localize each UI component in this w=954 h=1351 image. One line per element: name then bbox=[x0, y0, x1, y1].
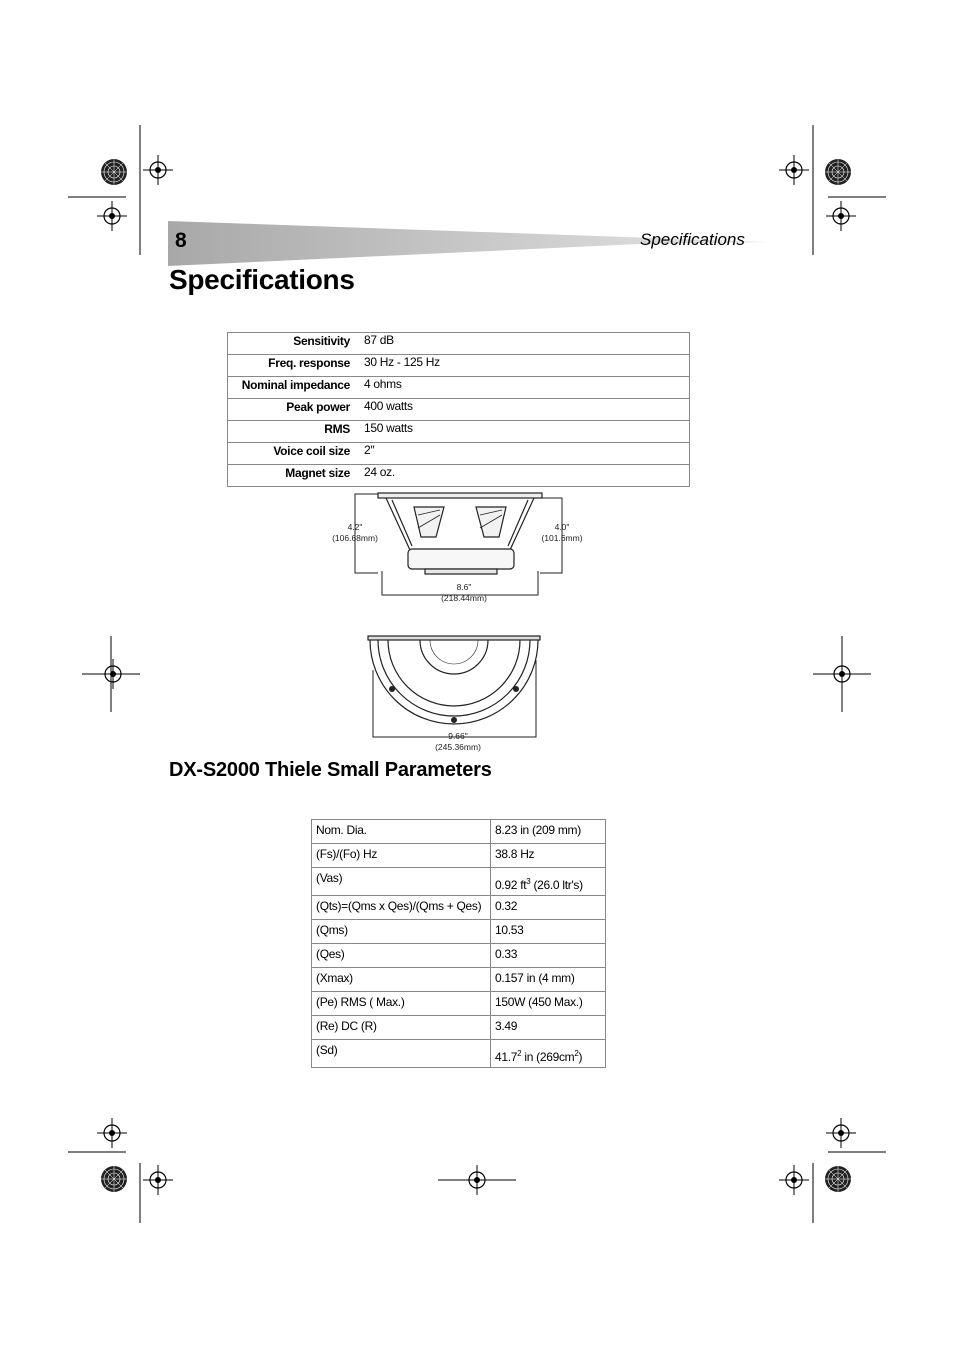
registration-mark-icon bbox=[779, 1165, 809, 1195]
starburst-mark-icon bbox=[101, 1166, 127, 1192]
table-row bbox=[312, 896, 606, 920]
registration-mark-icon bbox=[779, 155, 809, 185]
value-text: (26.0 ltr's) bbox=[530, 878, 583, 892]
param-value: 150W (450 Max.) bbox=[491, 992, 606, 1016]
registration-mark-icon bbox=[97, 1118, 127, 1148]
left-height-in: 4.2" bbox=[347, 522, 363, 532]
param-name: (Fs)/(Fo) Hz bbox=[312, 844, 491, 868]
registration-mark-icon bbox=[826, 1118, 856, 1148]
param-name: (Qts)=(Qms x Qes)/(Qms + Qes) bbox=[312, 896, 491, 920]
outer-width-mm: (245.36mm) bbox=[435, 742, 481, 752]
value-superscript: 3 bbox=[526, 877, 531, 886]
starburst-mark-icon bbox=[825, 159, 851, 185]
spec-label: Voice coil size bbox=[228, 443, 363, 465]
param-name: Nom. Dia. bbox=[312, 820, 491, 844]
spec-value: 4 ohms bbox=[362, 377, 690, 399]
outer-width-label bbox=[424, 731, 492, 753]
param-name: (Re) DC (R) bbox=[312, 1016, 491, 1040]
table-row bbox=[312, 844, 606, 868]
bottom-width-label bbox=[432, 582, 496, 604]
right-height-label bbox=[536, 522, 588, 544]
param-value: 0.157 in (4 mm) bbox=[491, 968, 606, 992]
registration-mark-icon bbox=[143, 1165, 173, 1195]
value-text: 41.7 bbox=[495, 1050, 518, 1064]
param-value: 10.53 bbox=[491, 920, 606, 944]
left-height-label bbox=[326, 522, 384, 544]
table-row bbox=[312, 868, 606, 896]
page-number: 8 bbox=[175, 229, 187, 252]
spec-row bbox=[228, 421, 690, 443]
value-text: ) bbox=[578, 1050, 583, 1064]
spec-row bbox=[228, 443, 690, 465]
value-superscript: 2 bbox=[517, 1049, 522, 1058]
spec-row bbox=[228, 377, 690, 399]
param-value: 3.49 bbox=[491, 1016, 606, 1040]
right-height-in: 4.0" bbox=[554, 522, 570, 532]
running-title: Specifications bbox=[640, 230, 745, 249]
table-row bbox=[312, 820, 606, 844]
param-value bbox=[491, 1040, 606, 1068]
thiele-small-table bbox=[311, 819, 606, 1068]
starburst-mark-icon bbox=[825, 1166, 851, 1192]
spec-value: 30 Hz - 125 Hz bbox=[362, 355, 690, 377]
param-name: (Vas) bbox=[312, 868, 491, 896]
spec-table bbox=[227, 332, 690, 487]
spec-label: Nominal impedance bbox=[228, 377, 363, 399]
value-text: 0.92 ft bbox=[495, 878, 527, 892]
registration-mark-icon bbox=[143, 155, 173, 185]
param-name: (Pe) RMS ( Max.) bbox=[312, 992, 491, 1016]
table-row bbox=[312, 1016, 606, 1040]
left-height-mm: (106.68mm) bbox=[332, 533, 378, 543]
param-name: (Qes) bbox=[312, 944, 491, 968]
param-value: 0.33 bbox=[491, 944, 606, 968]
spec-value: 400 watts bbox=[362, 399, 690, 421]
registration-mark-icon bbox=[827, 659, 857, 689]
outer-width-in: 9.66" bbox=[448, 731, 468, 741]
spec-label: Freq. response bbox=[228, 355, 363, 377]
spec-label: Sensitivity bbox=[228, 333, 363, 355]
spec-label: Magnet size bbox=[285, 466, 350, 480]
spec-value: 2″ bbox=[362, 443, 690, 465]
spec-label: RMS bbox=[228, 421, 363, 443]
spec-row bbox=[228, 333, 690, 355]
starburst-mark-icon bbox=[101, 159, 127, 185]
table-row bbox=[312, 968, 606, 992]
param-name: (Sd) bbox=[312, 1040, 491, 1068]
table-row bbox=[312, 992, 606, 1016]
param-value: 8.23 in (209 mm) bbox=[491, 820, 606, 844]
section-title: DX-S2000 Thiele Small Parameters bbox=[169, 759, 492, 781]
param-name: (Qms) bbox=[312, 920, 491, 944]
registration-mark-icon bbox=[826, 201, 856, 231]
value-superscript: 2 bbox=[574, 1049, 579, 1058]
bottom-width-in: 8.6" bbox=[456, 582, 472, 592]
spec-row bbox=[228, 465, 690, 487]
table-row bbox=[312, 944, 606, 968]
spec-row bbox=[228, 355, 690, 377]
right-height-mm: (101.6mm) bbox=[541, 533, 583, 543]
page-title: Specifications bbox=[169, 264, 355, 295]
spec-row bbox=[228, 399, 690, 421]
param-name: (Xmax) bbox=[312, 968, 491, 992]
table-row bbox=[312, 1040, 606, 1068]
spec-label: Peak power bbox=[228, 399, 363, 421]
spec-value: 150 watts bbox=[362, 421, 690, 443]
value-text: in (269cm bbox=[521, 1050, 575, 1064]
bottom-width-mm: (218.44mm) bbox=[441, 593, 487, 603]
param-value bbox=[491, 868, 606, 896]
registration-mark-icon bbox=[97, 201, 127, 231]
spec-value: 24 oz. bbox=[364, 465, 395, 479]
param-value: 0.32 bbox=[491, 896, 606, 920]
param-value: 38.8 Hz bbox=[491, 844, 606, 868]
registration-mark-icon bbox=[98, 659, 128, 689]
table-row bbox=[312, 920, 606, 944]
registration-mark-icon bbox=[462, 1165, 492, 1195]
spec-value: 87 dB bbox=[362, 333, 690, 355]
